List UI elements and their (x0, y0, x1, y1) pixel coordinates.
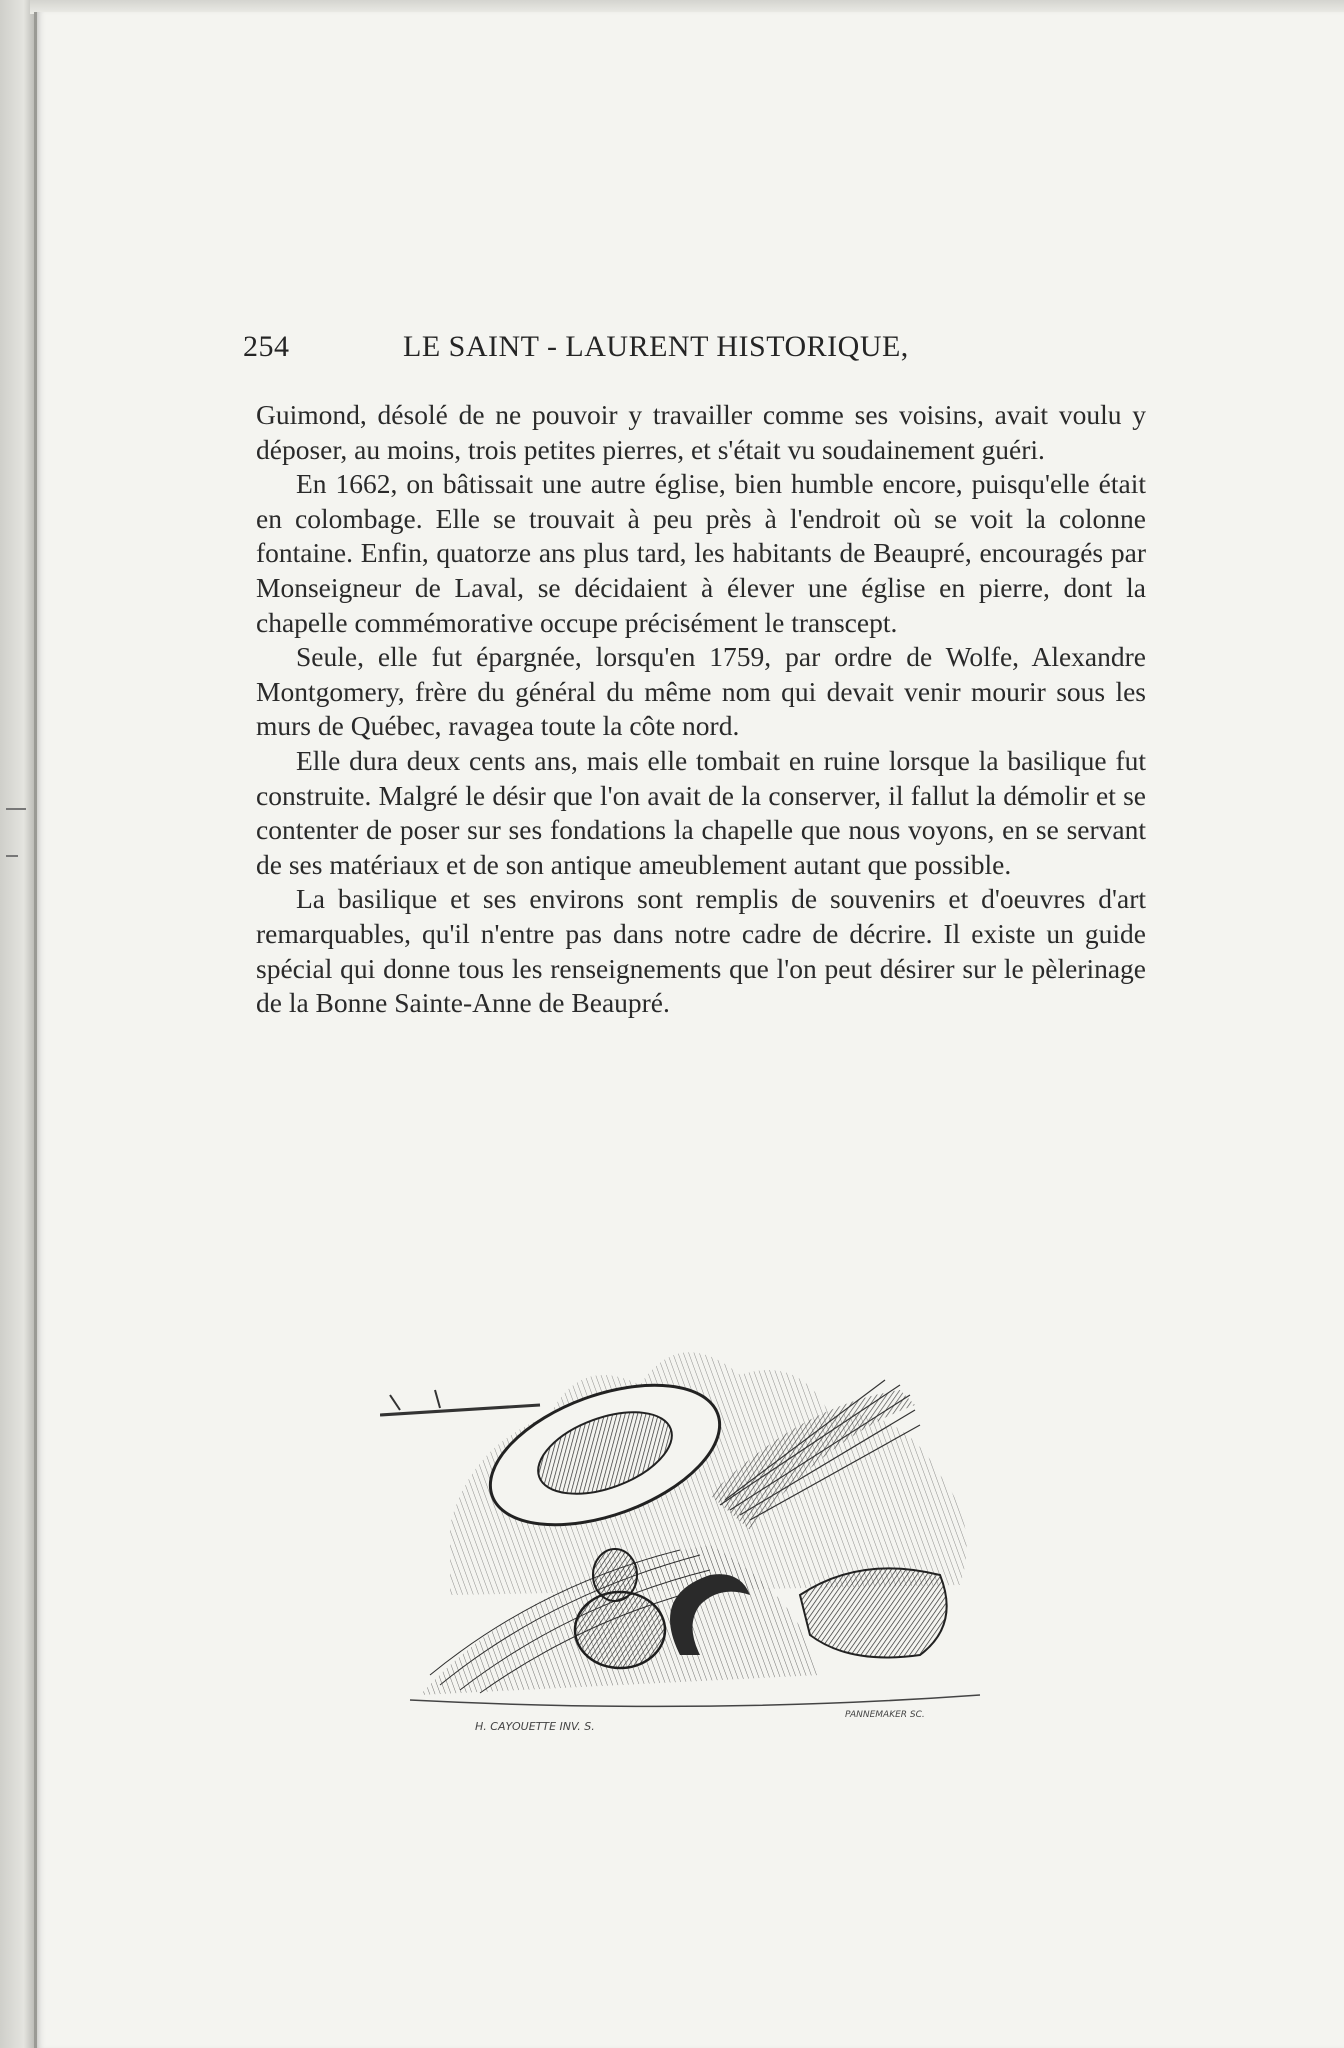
scan-edge-left (0, 0, 34, 2048)
paragraph: Seule, elle fut épargnée, lorsqu'en 1759, par ordre de Wolfe, Alexandre Montgomery, frère du général du même nom qui devait venir mourir sous les murs de Québec, ravagea toute la côte nord. (256, 641, 1146, 742)
engraved-vignette (380, 1295, 1020, 1745)
scan-mark (6, 808, 26, 810)
basket (800, 1568, 947, 1657)
body-text (256, 398, 1146, 1228)
paragraph: Elle dura deux cents ans, mais elle tombait en ruine lorsque la basilique fut construite. Malgré le désir que l'on avait de la conserver, il fallut la démolir et se contenter de poser sur ses fondations la chapelle que nous voyons, en se servant de ses matériaux et de son antique ameublement autant que possible. (256, 744, 1146, 880)
gourd-small (593, 1549, 637, 1601)
paragraph: En 1662, on bâtissait une autre église, bien humble encore, puisqu'elle était en colombage. Elle se trouvait à peu près à l'endroit où se voit la colonne fontaine. Enfin, quatorze ans plus tard, les habitants de Beaupré, encouragés par Monseigneur de Laval, se décidaient à élever une église en pierre, dont la chapelle commémorative occupe précisément le transcept. (256, 468, 1146, 638)
paragraph: Guimond, désolé de ne pouvoir y travailler comme ses voisins, avait voulu y déposer, au moins, trois petites pierres, et s'était vu soudainement guéri. (256, 399, 1146, 465)
engraver-signature-right: PANNEMAKER SC. (845, 1710, 925, 1720)
branch (380, 1405, 540, 1415)
page-header (243, 330, 1143, 370)
gourd (575, 1592, 665, 1668)
engraver-signature-left: H. CAYOUETTE INV. S. (475, 1720, 595, 1733)
harvest-still-life-illustration (380, 1295, 1020, 1745)
paragraph: La basilique et ses environs sont remplis de souvenirs et d'oeuvres d'art remarquables, qu'il n'entre pas dans notre cadre de décrire. Il existe un guide spécial qui donne tous les renseignements que l'on peut désirer sur le pèlerinage de la Bonne Sainte-Anne de Beaupré. (256, 883, 1146, 1019)
page-number: 254 (243, 330, 290, 363)
scan-mark (6, 855, 18, 857)
running-head: LE SAINT - LAURENT HISTORIQUE, (403, 330, 909, 363)
